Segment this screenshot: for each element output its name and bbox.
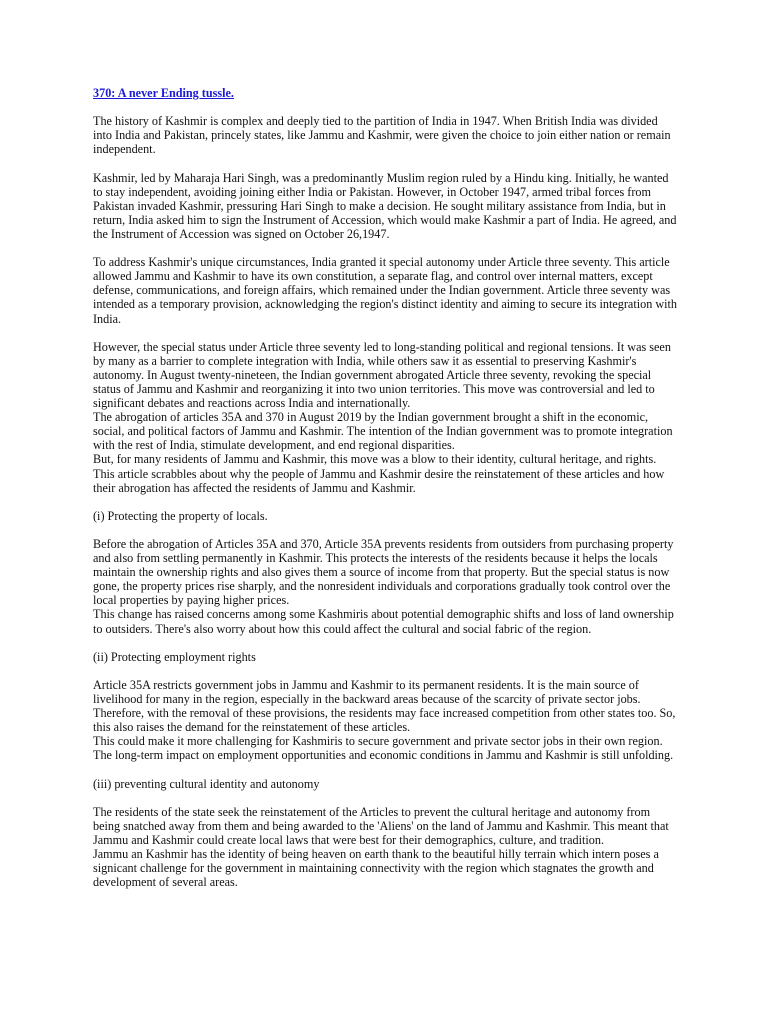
section-body — [93, 678, 678, 763]
section-heading: (i) Protecting the property of locals. — [93, 508, 268, 523]
paragraph-text: This could make it more challenging for Kashmiris to secure government and private sector jobs in their own region. The long-term impact on employment opportunities and economic conditions in Jammu and Kashmir is still unfolding. — [93, 734, 674, 763]
paragraph-text: The history of Kashmir is complex and deeply tied to the partition of India in 1947. When British India was divided into India and Pakistan, princely states, like Jammu and Kashmir, were given the choice to join either nation or remain independent. — [93, 114, 671, 157]
document-title: 370: A never Ending tussle. — [93, 86, 234, 100]
section-body — [93, 805, 678, 890]
document-page — [93, 86, 678, 903]
paragraph-text: Kashmir, led by Maharaja Hari Singh, was a predominantly Muslim region ruled by a Hindu king. Initially, he wanted to stay independent, avoiding joining either India or Pakistan. However, in October 1947, armed tribal forces from Pakistan invaded Kashmir, pressuring Hari Singh to make a decision. He sought military assistance from India, but in return, India asked him to sign the Instrument of Accession, which would make Kashmir a part of India. He agreed, and the Instrument of Accession was signed on October 26,1947. — [93, 170, 677, 241]
paragraph-text: But, for many residents of Jammu and Kashmir, this move was a blow to their identity, cultural heritage, and rights. This article scrabbles about why the people of Jammu and Kashmir desire the reinstatement of these articles and how their abrogation has affected the residents of Jammu and Kashmir. — [93, 452, 665, 495]
paragraph-text: The abrogation of articles 35A and 370 in August 2019 by the Indian government brought a shift in the economic, social, and political factors of Jammu and Kashmir. The intention of the Indian government was to promote integration with the rest of India, stimulate development, and end regional disparities. — [93, 410, 673, 453]
paragraph-text: However, the special status under Article three seventy led to long-standing political and regional tensions. It was seen by many as a barrier to complete integration with India, while others saw it as essential to preserving Kashmir's autonomy. In August twenty-nineteen, the Indian government abrogated Article three seventy, revoking the special status of Jammu and Kashmir and reorganizing it into two union territories. This move was controversial and led to significant debates and reactions across India and internationally. — [93, 339, 671, 411]
paragraph-text: Article 35A restricts government jobs in Jammu and Kashmir to its permanent residents. It is the main source of livelihood for many in the region, especially in the backward areas because of the scarcity of private sector jobs. Therefore, with the removal of these provisions, the residents may face increased competition from other states too. So, this also raises the demand for the reinstatement of these articles. — [93, 677, 676, 735]
paragraph-text: Jammu an Kashmir has the identity of being heaven on earth thank to the beautiful hilly terrain which intern poses a signicant challenge for the government in maintaining connectivity with the region which stagnates the growth and development of several areas. — [93, 847, 659, 890]
tensions-block — [93, 340, 678, 495]
paragraph-text: This change has raised concerns among some Kashmiris about potential demographic shifts and loss of land ownership to outsiders. There's also worry about how this could affect the cultural and social fabric of the region. — [93, 607, 674, 636]
paragraph-text: To address Kashmir's unique circumstances, India granted it special autonomy under Article three seventy. This article allowed Jammu and Kashmir to have its own constitution, a separate flag, and control over internal matters, except defense, communications, and foreign affairs, which remained under the Indian government. Article three seventy was intended as a temporary provision, acknowledging the region's distinct identity and aiming to secure its integration with India. — [93, 255, 678, 326]
section-heading: (iii) preventing cultural identity and autonomy — [93, 776, 320, 791]
section-body — [93, 537, 678, 636]
history-paragraph — [93, 171, 678, 241]
intro-paragraph — [93, 114, 678, 156]
autonomy-paragraph — [93, 255, 678, 325]
paragraph-text: Before the abrogation of Articles 35A and 370, Article 35A prevents residents from outsiders from purchasing property and also from settling permanently in Kashmir. This protects the interests of the residents because it helps the locals maintain the ownership rights and also gives them a source of income from that property. But the special status is now gone, the property prices rise sharply, and the nonresident individuals and corporations gradually took control over the local properties by paying higher prices. — [93, 537, 674, 608]
paragraph-text: The residents of the state seek the reinstatement of the Articles to prevent the cultural heritage and autonomy from being snatched away from them and being awarded to the 'Aliens' on the land of Jammu and Kashmir. This meant that Jammu and Kashmir could create local laws that were best for their demographics, culture, and tradition. — [93, 804, 669, 847]
section-heading: (ii) Protecting employment rights — [93, 649, 256, 664]
